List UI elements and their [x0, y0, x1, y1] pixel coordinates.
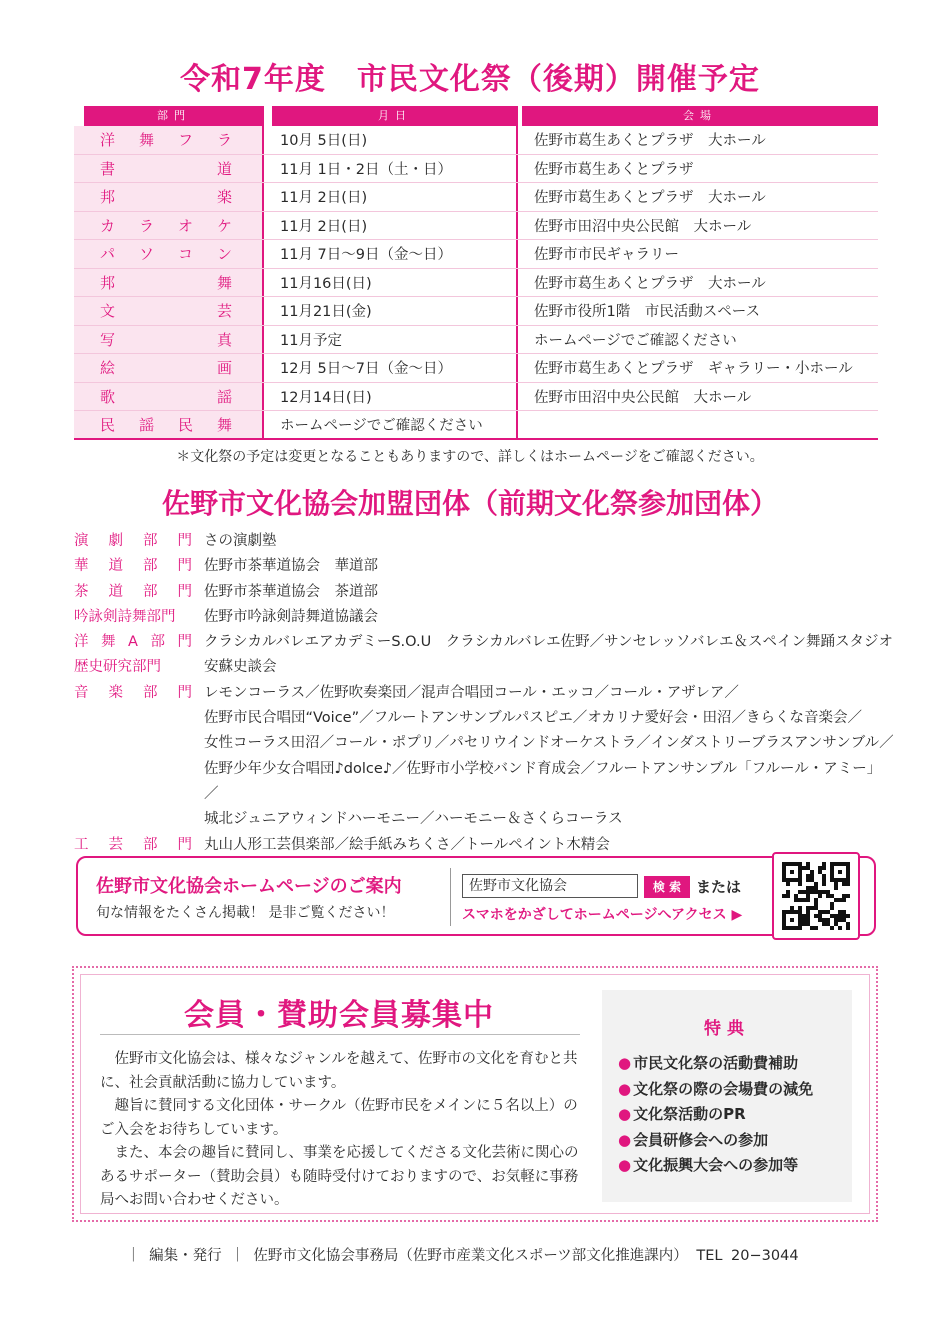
member-groups: 安蘇史談会 [204, 659, 277, 676]
benefit-item [618, 1102, 852, 1128]
dept-char: A [128, 634, 138, 651]
benefit-label: 会員研修会への参加 [633, 1130, 769, 1149]
member-dept [74, 580, 204, 605]
dept-char: 門 [177, 583, 192, 600]
search-button[interactable]: 検 索 [644, 876, 690, 898]
schedule-venue: 佐野市市民ギャラリー [516, 240, 878, 268]
divider [450, 868, 451, 926]
schedule-venue: ホームページでご確認ください [516, 326, 878, 354]
dept-char: 門 [177, 533, 192, 549]
schedule-date: 12月14日(日) [262, 383, 516, 411]
member-groups: 丸山人形工芸倶楽部／絵手紙みちくさ／トールペイント木精会 [204, 836, 610, 853]
dept-char: 真 [216, 330, 232, 349]
dept-char: パ [100, 245, 116, 264]
dept-char: 洋 [74, 634, 89, 651]
schedule-dept [74, 383, 262, 411]
dept-char: ラ [216, 131, 232, 150]
dept-char: 民 [100, 415, 116, 434]
member-row [74, 833, 894, 858]
schedule-dept [74, 212, 262, 240]
dept-char: 文 [100, 302, 116, 321]
recruitment-paragraph: 趣旨に賛同する文化団体・サークル（佐野市民をメインに５名以上）のご入会をお待ちしています。 [100, 1098, 578, 1138]
schedule-date: 11月予定 [262, 326, 516, 354]
member-row [74, 681, 894, 706]
dept-char: 民 [177, 415, 193, 434]
member-groups: 佐野市茶華道協会 華道部 [204, 558, 378, 575]
member-dept [74, 757, 204, 808]
schedule-venue [516, 411, 878, 438]
schedule-dept [74, 354, 262, 382]
search-input[interactable]: 佐野市文化協会 [462, 874, 638, 898]
member-groups-list [74, 529, 894, 858]
member-groups: 女性コーラス田沼／コール・ポプリ／パセリウインドオーケストラ／インダストリーブラスアンサンブル／ [204, 735, 894, 752]
dept-char: 謡 [216, 387, 232, 406]
member-row [74, 580, 894, 605]
dept-char: 楽 [108, 684, 123, 701]
member-row [74, 807, 894, 832]
schedule-venue: 佐野市田沼中央公民館 大ホール [516, 212, 878, 240]
dept-char: 芸 [216, 302, 232, 321]
dept-char: ソ [138, 245, 154, 264]
dept-char: 部 [143, 558, 158, 575]
member-dept [74, 554, 204, 579]
schedule-date: 11月16日(日) [262, 269, 516, 297]
member-row [74, 605, 894, 630]
schedule-date: 11月 1日・2日（土・日） [262, 155, 516, 183]
benefit-item [618, 1077, 852, 1103]
schedule-date: 10月 5日(日) [262, 126, 516, 154]
qr-code[interactable] [772, 852, 860, 940]
schedule-dept [74, 269, 262, 297]
bullet-icon: ● [618, 1105, 632, 1123]
member-row [74, 706, 894, 731]
benefit-label: 文化祭活動のPR [633, 1105, 746, 1123]
member-groups: 佐野少年少女合唱団♪dolce♪／佐野市小学校バンド育成会／フルートアンサンブル「フルール・アミー」／ [204, 760, 882, 802]
homepage-box [76, 856, 876, 936]
dept-char: 芸 [108, 836, 123, 853]
schedule-header [74, 106, 878, 126]
dept-char: 音 [74, 684, 89, 701]
dept-char: 部 [150, 634, 165, 651]
schedule-row [74, 297, 878, 326]
schedule-venue: 佐野市葛生あくとプラザ ギャラリー・小ホール [516, 354, 878, 382]
recruitment-title: 会員・賛助会員募集中 [184, 998, 494, 1033]
member-groups: 佐野市茶華道協会 茶道部 [204, 583, 378, 600]
header-date: 月日 [272, 106, 518, 126]
member-dept [74, 529, 204, 554]
schedule-date: 11月 2日(日) [262, 183, 516, 211]
member-dept [74, 706, 204, 731]
access-link[interactable]: スマホをかざしてホームページへアクセス ▶ [462, 907, 743, 923]
member-row [74, 731, 894, 756]
schedule-row [74, 269, 878, 298]
member-dept [74, 681, 204, 706]
header-venue: 会場 [522, 106, 878, 126]
members-title: 佐野市文化協会加盟団体（前期文化祭参加団体） [161, 487, 778, 520]
dept-char: 門 [177, 558, 192, 575]
dept-char: 書 [100, 159, 116, 178]
schedule-venue: 佐野市役所1階 市民活動スペース [516, 297, 878, 325]
member-groups: 城北ジュニアウィンドハーモニー／ハーモニー＆さくらコーラス [204, 811, 623, 828]
schedule-row [74, 411, 878, 440]
schedule-date: ホームページでご確認ください [262, 411, 516, 438]
dept-char: 部 [143, 583, 158, 600]
dept-char: 画 [216, 359, 232, 378]
dept-char: ラ [138, 216, 154, 235]
schedule-row [74, 183, 878, 212]
schedule-row [74, 155, 878, 184]
dept-char: 吟詠剣詩舞部門 [74, 608, 176, 625]
benefit-label: 文化祭の際の会場費の減免 [633, 1079, 814, 1098]
member-groups: 佐野市吟詠剣詩舞道協議会 [204, 608, 378, 625]
benefits-list [618, 1051, 852, 1179]
schedule-row [74, 383, 878, 412]
dept-char: ン [216, 245, 232, 264]
schedule-title: 令和7年度 市民文化祭（後期）開催予定 [180, 62, 760, 97]
recruitment-paragraph: 佐野市文化協会は、様々なジャンルを越えて、佐野市の文化を育むと共に、社会貢献活動に協力しています。 [100, 1051, 578, 1091]
member-groups: さの演劇塾 [204, 533, 277, 549]
footer: ｜ 編集・発行 ｜ 佐野市文化協会事務局（佐野市産業文化スポーツ部文化推進課内） TEL 20−3044 [126, 1248, 799, 1264]
schedule-date: 11月21日(金) [262, 297, 516, 325]
benefit-item [618, 1128, 852, 1154]
schedule-venue: 佐野市葛生あくとプラザ 大ホール [516, 269, 878, 297]
member-row [74, 554, 894, 579]
benefit-item [618, 1051, 852, 1077]
dept-char: 絵 [100, 359, 116, 378]
member-dept [74, 630, 204, 655]
member-row [74, 757, 894, 808]
dept-char: 歴史研究部門 [74, 659, 161, 676]
dept-char: 写 [100, 330, 116, 349]
dept-char: 楽 [216, 188, 232, 207]
dept-char: カ [100, 216, 116, 235]
bullet-icon: ● [618, 1054, 632, 1072]
schedule-table [74, 106, 878, 440]
member-dept [74, 605, 204, 630]
dept-char: 舞 [101, 634, 116, 651]
schedule-dept [74, 155, 262, 183]
benefit-item [618, 1153, 852, 1179]
dept-char: 謡 [138, 415, 154, 434]
schedule-dept [74, 297, 262, 325]
qr-code-icon [782, 862, 850, 930]
dept-char: 門 [177, 634, 192, 651]
member-dept [74, 655, 204, 680]
member-dept [74, 731, 204, 756]
schedule-dept [74, 326, 262, 354]
schedule-venue: 佐野市田沼中央公民館 大ホール [516, 383, 878, 411]
dept-char: 洋 [100, 131, 116, 150]
member-groups: レモンコーラス／佐野吹奏楽団／混声合唱団コール・エッコ／コール・アザレア／ [204, 684, 739, 701]
schedule-row [74, 240, 878, 269]
dept-char: 邦 [100, 273, 116, 292]
recruitment-body [100, 1048, 582, 1213]
benefits-title: 特典 [704, 1019, 750, 1039]
benefits-panel [602, 990, 852, 1202]
dept-char: 演 [74, 533, 89, 549]
bullet-icon: ● [618, 1130, 632, 1149]
dept-char: 華 [74, 558, 89, 575]
dept-char: 部 [143, 684, 158, 701]
schedule-date: 11月 2日(日) [262, 212, 516, 240]
dept-char: 邦 [100, 188, 116, 207]
dept-char: 部 [143, 836, 158, 853]
schedule-venue: 佐野市葛生あくとプラザ 大ホール [516, 126, 878, 154]
dept-char: 門 [177, 836, 192, 853]
member-row [74, 655, 894, 680]
dept-char: 歌 [100, 387, 116, 406]
or-text: または [696, 878, 742, 896]
homepage-subtitle: 旬な情報をたくさん掲載！ 是非ご覧ください！ [96, 905, 395, 921]
dept-char: 工 [74, 836, 89, 853]
member-groups: クラシカルバレエアカデミーS.O.U クラシカルバレエ佐野／サンセレッソバレエ＆スペイン舞踊スタジオ [204, 634, 894, 651]
benefit-label: 文化振興大会への参加等 [633, 1156, 799, 1174]
dept-char: 門 [177, 684, 192, 701]
dept-char: 道 [216, 159, 232, 178]
benefit-label: 市民文化祭の活動費補助 [633, 1054, 799, 1072]
schedule-row [74, 126, 878, 155]
dept-char: 舞 [138, 131, 154, 150]
homepage-title: 佐野市文化協会ホームページのご案内 [96, 876, 402, 897]
dept-char: 舞 [216, 273, 232, 292]
recruitment-box [72, 966, 878, 1222]
schedule-row [74, 354, 878, 383]
dept-char: 舞 [216, 415, 232, 434]
schedule-dept [74, 411, 262, 438]
schedule-date: 12月 5日〜7日（金〜日） [262, 354, 516, 382]
member-row [74, 630, 894, 655]
bullet-icon: ● [618, 1156, 632, 1174]
dept-char: ケ [216, 216, 232, 235]
schedule-body [74, 126, 878, 440]
dept-char: 道 [108, 583, 123, 600]
schedule-note: ＊文化祭の予定は変更となることもありますので、詳しくはホームページをご確認ください。 [176, 449, 764, 465]
dept-char: 劇 [108, 533, 123, 549]
schedule-dept [74, 183, 262, 211]
member-row [74, 529, 894, 554]
dept-char: フ [177, 131, 193, 150]
schedule-venue: 佐野市葛生あくとプラザ 大ホール [516, 183, 878, 211]
recruitment-paragraph: また、本会の趣旨に賛同し、事業を応援してくださる文化芸術に関心のあるサポーター（賛助会員）も随時受付けておりますので、お気軽に事務局へお問い合わせください。 [100, 1145, 579, 1208]
schedule-dept [74, 240, 262, 268]
dept-char: 部 [143, 533, 158, 549]
member-dept [74, 807, 204, 832]
schedule-row [74, 326, 878, 355]
schedule-venue: 佐野市葛生あくとプラザ [516, 155, 878, 183]
dept-char: 茶 [74, 583, 89, 600]
divider [100, 1034, 580, 1035]
bullet-icon: ● [618, 1079, 632, 1098]
schedule-dept [74, 126, 262, 154]
member-dept [74, 833, 204, 858]
dept-char: オ [177, 216, 193, 235]
member-groups: 佐野市民合唱団“Voice”／フルートアンサンブルパスピエ／オカリナ愛好会・田沼／きらくな音楽会／ [204, 710, 862, 727]
header-dept: 部門 [84, 106, 264, 126]
schedule-row [74, 212, 878, 241]
dept-char: 道 [108, 558, 123, 575]
dept-char: コ [177, 245, 193, 264]
schedule-date: 11月 7日〜9日（金〜日） [262, 240, 516, 268]
